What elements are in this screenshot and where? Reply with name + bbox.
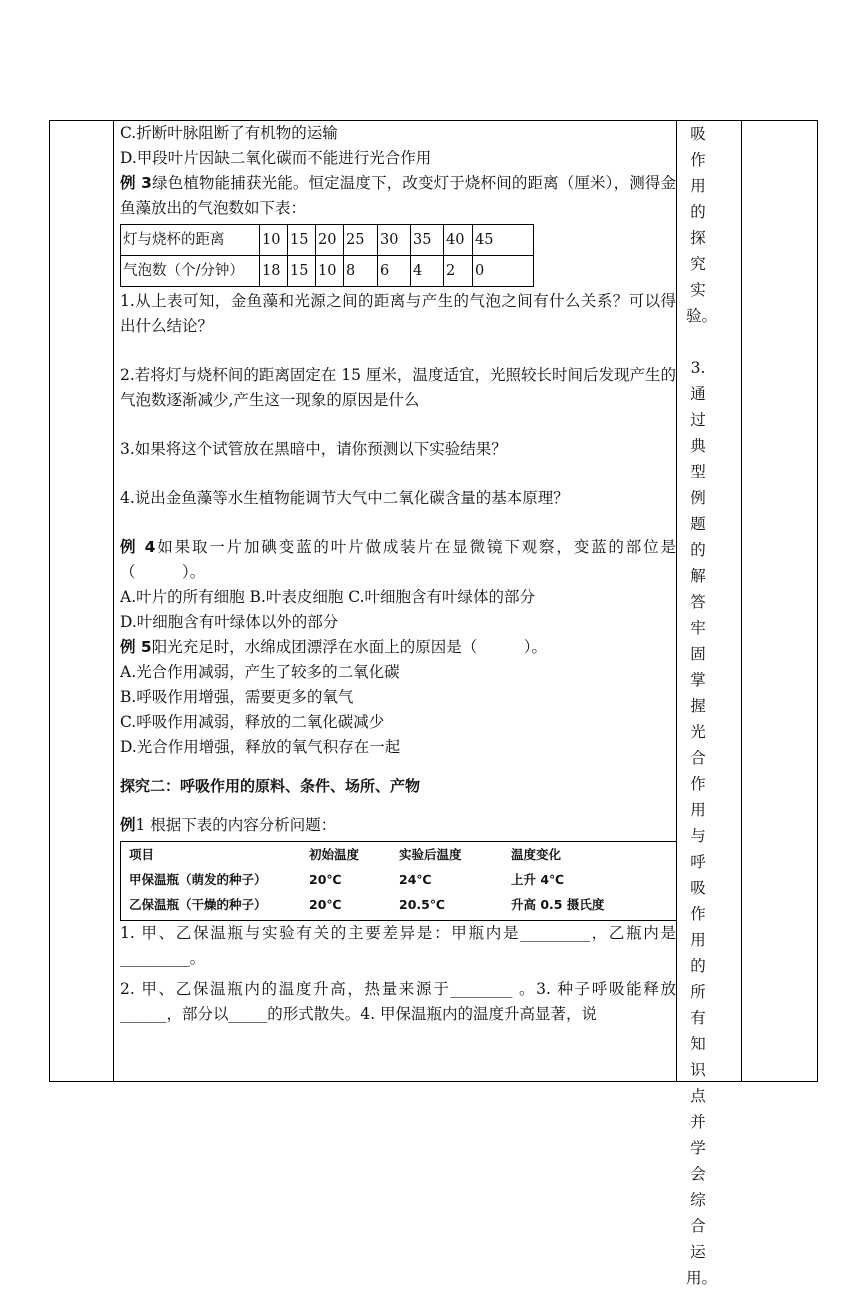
side-text: 作用 bbox=[690, 775, 706, 819]
example-5-option-d: D.光合作用增强，释放的氧气积存在一起 bbox=[120, 738, 401, 756]
table-cell: 6 bbox=[378, 256, 411, 287]
side-text: 用的 bbox=[690, 177, 706, 221]
side-text: 实验。 bbox=[686, 281, 718, 325]
example-5-option-a: A.光合作用减弱，产生了较多的二氧化碳 bbox=[120, 663, 400, 681]
table-cell: 项目 bbox=[129, 847, 155, 862]
side-text: 解答 bbox=[690, 567, 706, 611]
answer-space bbox=[120, 339, 676, 363]
section-heading: 探究二：呼吸作用的原料、条件、场所、产物 bbox=[120, 777, 421, 795]
table-cell: 气泡数（个/分钟） bbox=[121, 256, 260, 287]
answer-space bbox=[120, 511, 676, 535]
side-text: 掌握 bbox=[690, 671, 706, 715]
table-cell: 45 bbox=[473, 225, 534, 256]
table-cell: 10 bbox=[316, 256, 344, 287]
side-text: 牢固 bbox=[690, 619, 706, 663]
table-cell: 15 bbox=[288, 225, 316, 256]
table-cell: 上升 4℃ bbox=[511, 872, 565, 887]
example-4-options-2: D.叶细胞含有叶绿体以外的部分 bbox=[120, 613, 339, 631]
column-divider-3 bbox=[741, 121, 742, 1081]
spacer bbox=[120, 760, 676, 774]
table-cell: 25 bbox=[344, 225, 378, 256]
example-4-options-1: A.叶片的所有细胞 B.叶表皮细胞 C.叶细胞含有叶绿体的部分 bbox=[120, 588, 536, 606]
table-cell: 2 bbox=[444, 256, 473, 287]
table-cell: 实验后温度 bbox=[399, 847, 462, 862]
example-1 bbox=[120, 813, 676, 838]
side-text: 运用。 bbox=[686, 1243, 718, 1287]
answer-space bbox=[120, 413, 676, 437]
table-row bbox=[121, 225, 534, 256]
table-cell: 升高 0.5 摄氏度 bbox=[511, 897, 605, 912]
side-text: 过典 bbox=[690, 411, 706, 455]
table-cell: 4 bbox=[411, 256, 444, 287]
side-text: 题的 bbox=[690, 515, 706, 559]
table-cell: 15 bbox=[288, 256, 316, 287]
table-cell: 30 bbox=[378, 225, 411, 256]
option-d-top: D.甲段叶片因缺二氧化碳而不能进行光合作用 bbox=[120, 149, 432, 167]
question-4: 4.说出金鱼藻等水生植物能调节大气中二氧化碳含量的基本原理？ bbox=[120, 489, 569, 507]
example-4-text: 如果取一片加碘变蓝的叶片做成装片在显微镜下观察，变蓝的部位是（ ）。 bbox=[120, 538, 676, 581]
question-3: 3.如果将这个试管放在黑暗中，请你预测以下实验结果？ bbox=[120, 440, 507, 458]
example-5-option-c: C.呼吸作用减弱，释放的二氧化碳减少 bbox=[120, 713, 385, 731]
side-text: 所有 bbox=[690, 983, 706, 1027]
answer-space bbox=[120, 462, 676, 486]
spacer bbox=[686, 329, 710, 355]
table-cell: 乙保温瓶（干燥的种子） bbox=[129, 897, 267, 912]
table-cell: 18 bbox=[260, 256, 288, 287]
spacer bbox=[120, 799, 676, 813]
bubble-count-table bbox=[120, 224, 534, 287]
design-intent-column bbox=[686, 121, 718, 1291]
column-divider-2 bbox=[676, 121, 677, 1081]
question-1: 1.从上表可知，金鱼藻和光源之间的距离与产生的气泡之间有什么关系？可以得出什么结论？ bbox=[120, 292, 676, 335]
table-cell: 初始温度 bbox=[309, 847, 360, 862]
table-cell: 8 bbox=[344, 256, 378, 287]
table-row bbox=[121, 256, 534, 287]
side-text: 型例 bbox=[690, 463, 706, 507]
table-cell: 10 bbox=[260, 225, 288, 256]
table-row bbox=[129, 892, 661, 917]
content-column bbox=[120, 121, 676, 1027]
side-text: 学会 bbox=[690, 1139, 706, 1183]
table-cell: 20℃ bbox=[309, 897, 342, 912]
table-cell: 0 bbox=[473, 256, 534, 287]
after-question-2: 2. 甲、乙保温瓶内的温度升高，热量来源于________ 。3. 种子呼吸能释放______，部分以_____的形式散失。4. 甲保温瓶内的温度升高显著，说 bbox=[120, 980, 676, 1023]
example-1-label: 例 bbox=[120, 816, 136, 834]
example-5-text: 阳光充足时，水绵成团漂浮在水面上的原因是（ ）。 bbox=[151, 638, 547, 656]
side-text: 知识 bbox=[690, 1035, 706, 1079]
table-cell: 35 bbox=[411, 225, 444, 256]
side-text: 与呼 bbox=[690, 827, 706, 871]
example-1-text: 1 根据下表的内容分析问题： bbox=[135, 816, 337, 834]
example-3-text: 绿色植物能捕获光能。恒定温度下，改变灯于烧杯间的距离（厘米），测得金鱼藻放出的气泡数如下表： bbox=[120, 174, 676, 217]
side-text: 3.通 bbox=[690, 359, 706, 403]
after-question-1: 1. 甲、乙保温瓶与实验有关的主要差异是：甲瓶内是_________，乙瓶内是_________。 bbox=[120, 924, 676, 967]
column-divider-1 bbox=[113, 121, 114, 1081]
table-cell: 20℃ bbox=[309, 872, 342, 887]
lesson-table bbox=[49, 120, 818, 1287]
example-4-label: 例 4 bbox=[120, 538, 156, 556]
side-text: 吸作 bbox=[690, 879, 706, 923]
example-4 bbox=[120, 535, 676, 585]
table-cell: 24℃ bbox=[399, 872, 432, 887]
table-row bbox=[129, 867, 661, 892]
table-row bbox=[129, 842, 661, 867]
example-5-option-b: B.呼吸作用增强，需要更多的氧气 bbox=[120, 688, 354, 706]
side-text: 综合 bbox=[690, 1191, 706, 1235]
side-text: 吸作 bbox=[690, 125, 706, 169]
table-cell: 温度变化 bbox=[511, 847, 562, 862]
question-2: 2.若将灯与烧杯间的距离固定在 15 厘米，温度适宜，光照较长时间后发现产生的气泡数逐渐减少,产生这一现象的原因是什么 bbox=[120, 366, 676, 409]
side-text: 点并 bbox=[690, 1087, 706, 1131]
option-c-top: C.折断叶脉阻断了有机物的运输 bbox=[120, 124, 338, 142]
table-cell: 20.5℃ bbox=[399, 897, 445, 912]
table-cell: 灯与烧杯的距离 bbox=[121, 225, 260, 256]
example-3-label: 例 3 bbox=[120, 174, 152, 192]
thermos-temperature-table bbox=[120, 841, 677, 921]
table-cell: 20 bbox=[316, 225, 344, 256]
table-cell: 甲保温瓶（萌发的种子） bbox=[129, 872, 267, 887]
table-cell: 40 bbox=[444, 225, 473, 256]
example-5 bbox=[120, 635, 676, 660]
side-text: 光合 bbox=[690, 723, 706, 767]
example-5-label: 例 5 bbox=[120, 638, 152, 656]
example-3 bbox=[120, 171, 676, 221]
side-text: 探究 bbox=[690, 229, 706, 273]
side-text: 用的 bbox=[690, 931, 706, 975]
